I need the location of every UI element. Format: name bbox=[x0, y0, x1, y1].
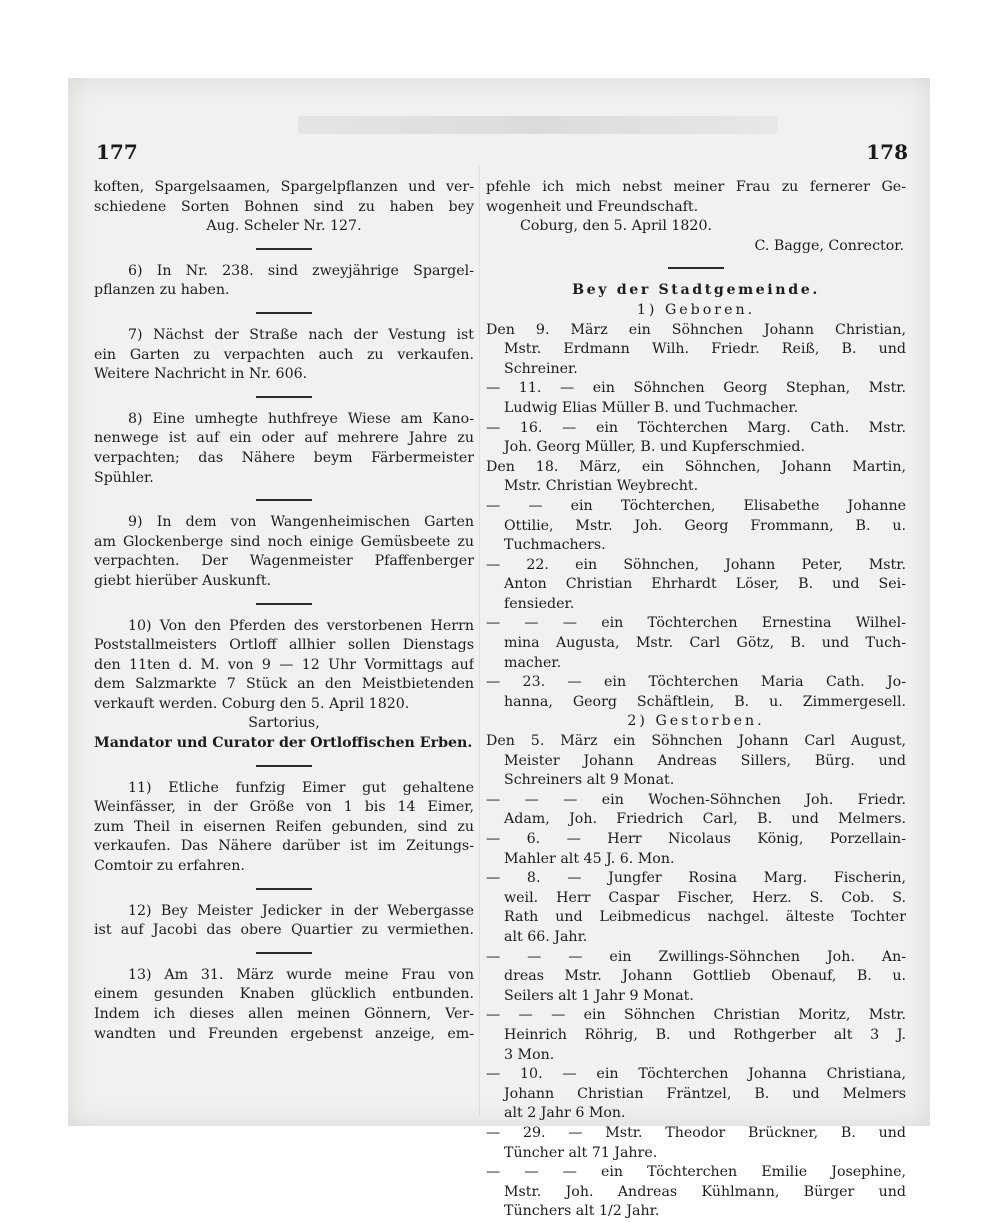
entry-line: Schreiners alt 9 Monat. bbox=[504, 772, 675, 789]
entry-line: Mstr. Erdmann Wilh. Friedr. Reiß, B. und bbox=[504, 341, 906, 358]
text-line: Weinfässer, in der Größe von 1 bis 14 Eimer, bbox=[94, 799, 474, 816]
page-number-left: 177 bbox=[96, 140, 138, 164]
text-line: Poststallmeisters Ortloff allhier sollen Dienstags bbox=[94, 637, 474, 654]
entry-line: Rath und Leibmedicus nachgel. älteste Tochter bbox=[504, 909, 906, 926]
entry-line: Joh. Georg Müller, B. und Kupferschmied. bbox=[504, 439, 805, 456]
entry-line: — — — ein Wochen-Söhnchen Joh. Friedr. bbox=[486, 791, 906, 808]
text-line: 6) In Nr. 238. sind zweyjährige Spargel- bbox=[128, 262, 474, 279]
text-line: Comtoir zu erfahren. bbox=[94, 858, 245, 875]
entry-line: Adam, Joh. Friedrich Carl, B. und Melmers. bbox=[504, 811, 906, 828]
entry-line: alt 2 Jahr 6 Mon. bbox=[504, 1105, 626, 1122]
entry-line: — 29. — Mstr. Theodor Brückner, B. und bbox=[486, 1124, 906, 1141]
text-line: 10) Von den Pferden des verstorbenen Herrn bbox=[128, 617, 474, 634]
ad-10 bbox=[94, 617, 474, 754]
left-column bbox=[94, 178, 474, 1044]
separator-rule bbox=[256, 952, 312, 954]
entry-line: — — ein Töchterchen, Elisabethe Johanne bbox=[486, 497, 906, 514]
ad-12 bbox=[94, 902, 474, 941]
entry-line: — — — ein Töchterchen Ernestina Wilhel- bbox=[486, 615, 906, 632]
separator-rule bbox=[256, 396, 312, 398]
text-line: Aug. Scheler Nr. 127. bbox=[206, 218, 362, 235]
text-line: verkauft werden. Coburg den 5. April 1820. bbox=[94, 695, 410, 712]
entry-line: Schreiner. bbox=[504, 360, 578, 377]
entry-line: — — — ein Töchterchen Emilie Josephine, bbox=[486, 1164, 906, 1181]
entry-line: — 11. — ein Söhnchen Georg Stephan, Mstr. bbox=[486, 380, 906, 397]
text-line: dem Salzmarkte 7 Stück an den Meistbietenden bbox=[94, 676, 474, 693]
bleed-through-header bbox=[298, 116, 778, 134]
entry-line: Mahler alt 45 J. 6. Mon. bbox=[504, 850, 675, 867]
entry-line: — — — ein Zwillings-Söhnchen Joh. An- bbox=[486, 948, 906, 965]
text-line: 9) In dem von Wangenheimischen Garten bbox=[128, 514, 474, 531]
entry-line: Tüncher alt 71 Jahre. bbox=[504, 1144, 658, 1161]
separator-rule bbox=[256, 499, 312, 501]
entry-line: weil. Herr Caspar Fischer, Herz. S. Cob. S. bbox=[504, 889, 906, 906]
text-line: ist auf Jacobi das obere Quartier zu vermiethen. bbox=[94, 922, 474, 939]
text-line: schiedene Sorten Bohnen sind zu haben bey bbox=[94, 198, 474, 215]
entry-line: fensieder. bbox=[504, 595, 575, 612]
text-line: koften, Spargelsaamen, Spargelpflanzen und ver- bbox=[94, 179, 474, 195]
text-line: giebt hierüber Auskunft. bbox=[94, 572, 272, 589]
born-list bbox=[486, 321, 906, 713]
separator-rule bbox=[668, 267, 724, 269]
ad-8 bbox=[94, 410, 474, 488]
entry-line: — 8. — Jungfer Rosina Marg. Fischerin, bbox=[486, 870, 906, 887]
ad-9 bbox=[94, 513, 474, 591]
entry-line: Johann Christian Fräntzel, B. und Melmers bbox=[504, 1085, 906, 1102]
entry-line: hanna, Georg Schäftlein, B. u. Zimmergesell. bbox=[504, 693, 906, 710]
text-line: Weitere Nachricht in Nr. 606. bbox=[94, 366, 308, 383]
signature-name: Sartorius, bbox=[248, 715, 320, 732]
ad-asparagus bbox=[94, 178, 474, 237]
text-line: verpachten. Der Wagenmeister Pfaffenberger bbox=[94, 553, 474, 570]
text-line: ein Garten zu verpachten auch zu verkaufen. bbox=[94, 346, 474, 363]
entry-line: — — — ein Söhnchen Christian Moritz, Mstr. bbox=[486, 1007, 906, 1024]
text-line: 11) Etliche funfzig Eimer gut gehaltene bbox=[128, 779, 474, 796]
text-line: den 11ten d. M. von 9 — 12 Uhr Vormittags auf bbox=[94, 656, 474, 673]
entry-line: Heinrich Röhrig, B. und Rothgerber alt 3 J. bbox=[504, 1026, 906, 1043]
entry-line: Mstr. Christian Weybrecht. bbox=[504, 478, 699, 495]
text-line: pflanzen zu haben. bbox=[94, 282, 230, 299]
text-line: 12) Bey Meister Jedicker in der Webergasse bbox=[128, 902, 474, 919]
entry-line: Seilers alt 1 Jahr 9 Monat. bbox=[504, 987, 694, 1004]
entry-line: — 16. — ein Töchterchen Marg. Cath. Mstr. bbox=[486, 419, 906, 436]
entry-line: Mstr. Joh. Andreas Kühlmann, Bürger und bbox=[504, 1183, 906, 1200]
text-line: zum Theil in eisernen Reifen gebunden, sind zu bbox=[94, 818, 474, 835]
text-line: wandten und Freunden ergebenst anzeige, em- bbox=[94, 1025, 474, 1042]
text-line: 7) Nächst der Straße nach der Vestung ist bbox=[128, 326, 474, 343]
entry-line: Ludwig Elias Müller B. und Tuchmacher. bbox=[504, 399, 799, 416]
column-divider bbox=[479, 166, 480, 1116]
entry-line: Ottilie, Mstr. Joh. Georg Frommann, B. u. bbox=[504, 517, 906, 534]
entry-line: macher. bbox=[504, 654, 562, 671]
entry-line: Tünchers alt 1/2 Jahr. bbox=[504, 1203, 660, 1220]
text-line: nenwege ist auf ein oder auf mehrere Jahre zu bbox=[94, 430, 474, 447]
separator-rule bbox=[256, 312, 312, 314]
text-line: verpachten; das Nähere beym Färbermeister bbox=[94, 449, 474, 466]
entry-line: Anton Christian Ehrhardt Löser, B. und Sei- bbox=[504, 576, 906, 593]
text-line: Spühler. bbox=[94, 469, 154, 486]
separator-rule bbox=[256, 603, 312, 605]
subheading-born: 1) Geboren. bbox=[636, 301, 756, 318]
entry-line: alt 66. Jahr. bbox=[504, 928, 588, 945]
text-line: 8) Eine umhegte huthfreye Wiese am Kano- bbox=[128, 410, 474, 427]
ad-13-continuation bbox=[486, 178, 906, 256]
entry-line: Den 18. März, ein Söhnchen, Johann Martin, bbox=[486, 458, 906, 475]
entry-line: — 6. — Herr Nicolaus König, Porzellain- bbox=[486, 831, 906, 847]
separator-rule bbox=[256, 765, 312, 767]
text-line: einem gesunden Knaben glücklich entbunden. bbox=[94, 986, 474, 1003]
text-line: am Glockenberge sind noch einige Gemüsbeete zu bbox=[94, 533, 474, 550]
entry-line: Tuchmachers. bbox=[504, 537, 606, 554]
ad-6 bbox=[94, 262, 474, 301]
entry-line: — 22. ein Söhnchen, Johann Peter, Mstr. bbox=[486, 556, 906, 573]
ad-7 bbox=[94, 326, 474, 385]
ad-11 bbox=[94, 779, 474, 877]
section-heading: Bey der Stadtgemeinde. bbox=[572, 282, 820, 299]
text-line: verkaufen. Das Nähere darüber ist im Zeitungs- bbox=[94, 838, 474, 855]
newspaper-page bbox=[68, 78, 930, 1220]
right-column bbox=[486, 178, 906, 1222]
entry-line: Den 5. März ein Söhnchen Johann Carl August, bbox=[486, 733, 906, 750]
died-list bbox=[486, 732, 906, 1222]
entry-line: — 10. — ein Töchterchen Johanna Christiana, bbox=[486, 1066, 906, 1083]
text-line: Indem ich dieses allen meinen Gönnern, Ver- bbox=[94, 1006, 474, 1022]
entry-line: — 23. — ein Töchterchen Maria Cath. Jo- bbox=[486, 674, 906, 691]
entry-line: 3 Mon. bbox=[504, 1046, 555, 1063]
entry-line: mina Augusta, Mstr. Carl Götz, B. und Tuch- bbox=[504, 635, 906, 652]
page-number-right: 178 bbox=[866, 140, 908, 164]
text-line: pfehle ich mich nebst meiner Frau zu fernerer Ge- bbox=[486, 179, 906, 195]
entry-line: Meister Johann Andreas Sillers, Bürg. und bbox=[504, 752, 906, 769]
text-line: wogenheit und Freundschaft. bbox=[486, 198, 699, 215]
date-line: Coburg, den 5. April 1820. bbox=[520, 218, 712, 235]
entry-line: Den 9. März ein Söhnchen Johann Christian, bbox=[486, 321, 906, 338]
entry-line: dreas Mstr. Johann Gottlieb Obenauf, B. u. bbox=[504, 968, 906, 985]
subheading-died: 2) Gestorben. bbox=[627, 713, 765, 730]
text-line: 13) Am 31. März wurde meine Frau von bbox=[128, 966, 474, 983]
ad-13 bbox=[94, 966, 474, 1044]
separator-rule bbox=[256, 248, 312, 250]
signature: C. Bagge, Conrector. bbox=[754, 237, 904, 254]
separator-rule bbox=[256, 888, 312, 890]
signature-title: Mandator und Curator der Ortloffischen Erben. bbox=[94, 735, 473, 752]
